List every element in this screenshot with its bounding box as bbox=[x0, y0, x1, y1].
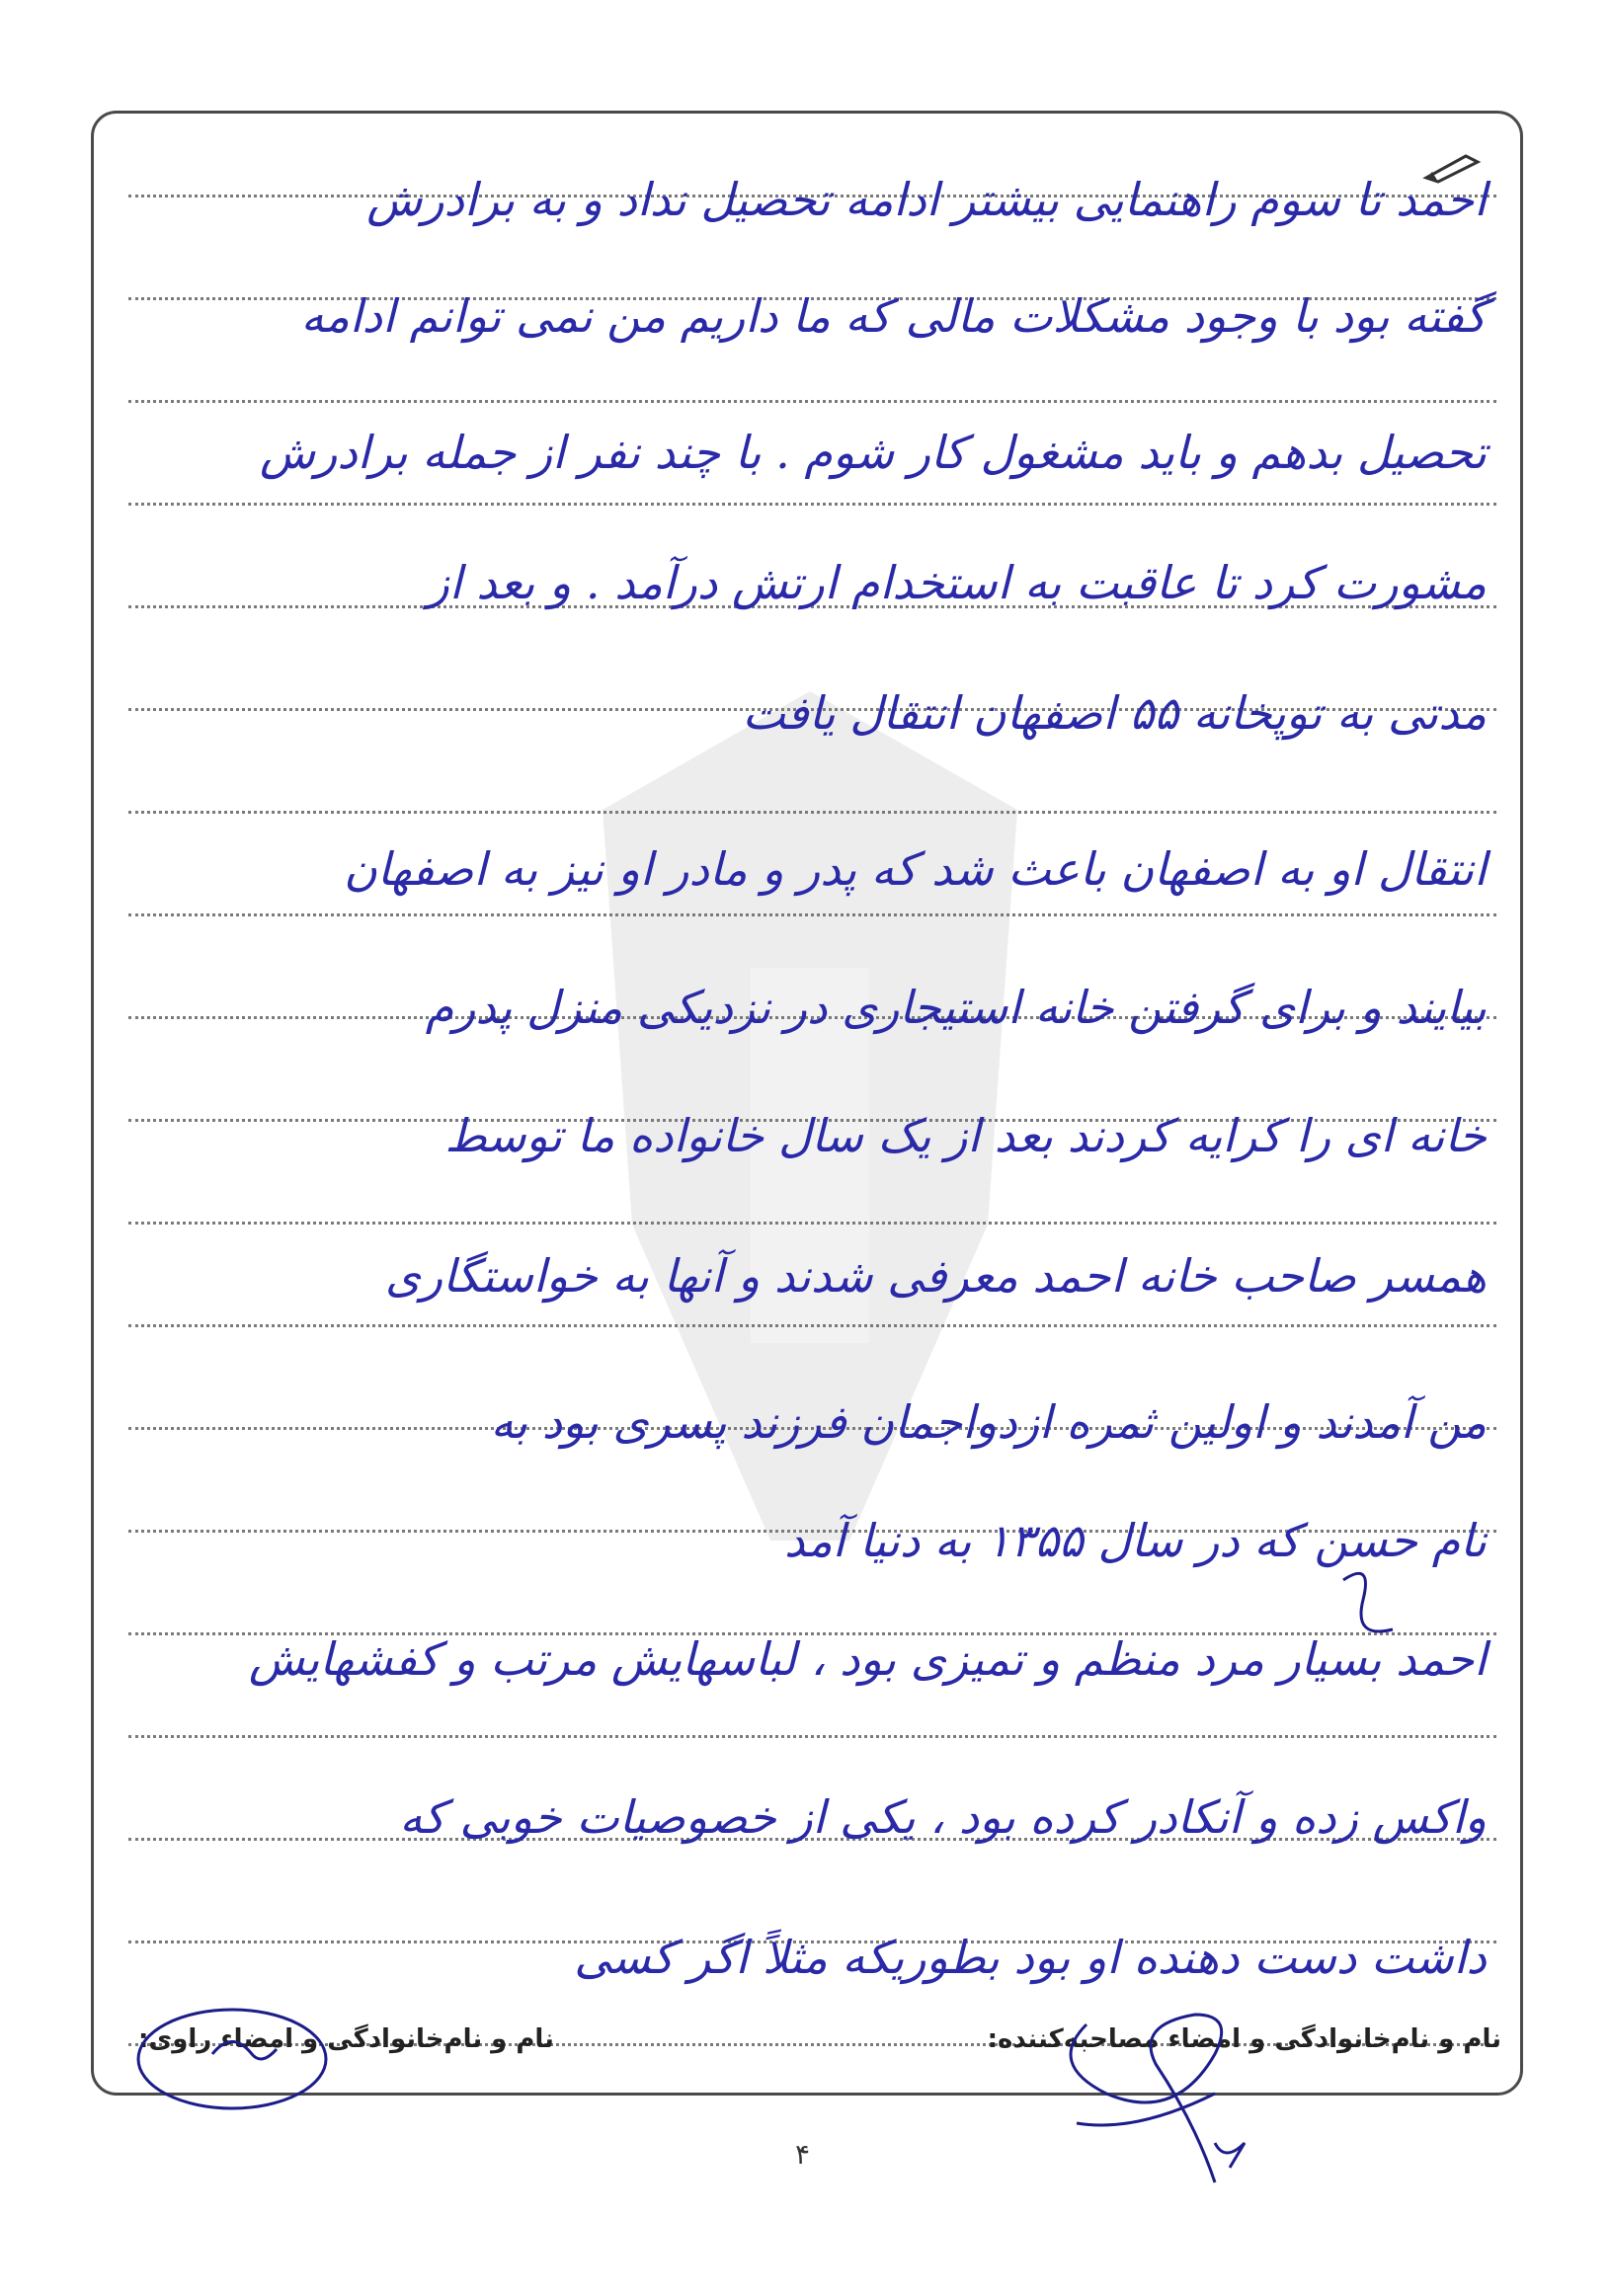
handwritten-line: مشورت کرد تا عاقبت به استخدام ارتش درآمد . و بعد از bbox=[427, 556, 1487, 609]
handwritten-line: نام حسن که در سال ۱۳۵۵ به دنیا آمد bbox=[783, 1514, 1487, 1567]
handwritten-line: همسر صاحب خانه احمد معرفی شدند و آنها به خواستگاری bbox=[384, 1249, 1487, 1303]
page-number: ۴ bbox=[795, 2138, 811, 2171]
handwritten-line: گفته بود با وجود مشکلات مالی که ما داریم من نمی توانم ادامه bbox=[300, 289, 1487, 343]
handwritten-line: خانه ای را کرایه کردند بعد از یک سال خانواده ما توسط bbox=[444, 1109, 1487, 1162]
handwritten-line: بیایند و برای گرفتن خانه استیجاری در نزدیکی منزل پدرم bbox=[425, 981, 1487, 1034]
handwritten-line: داشت دست دهنده او بود بطوریکه مثلاً اگر کسی bbox=[574, 1931, 1487, 1984]
narrator-signature-label: نام و نام‌خانوادگی و امضاء راوی: bbox=[138, 2024, 554, 2054]
handwritten-line: احمد تا سوم راهنمایی بیشتر ادامه تحصیل نداد و به برادرش bbox=[366, 173, 1487, 226]
handwritten-line: واکس زده و آنکادر کرده بود ، یکی از خصوصیات خوبی که bbox=[399, 1790, 1487, 1844]
handwritten-line: تحصیل بدهم و باید مشغول کار شوم . با چند نفر از جمله برادرش bbox=[259, 426, 1487, 479]
signature-footer bbox=[138, 2024, 1501, 2054]
handwritten-line: من آمدند و اولین ثمره ازدواجمان فرزند پسری بود به bbox=[490, 1395, 1487, 1449]
handwritten-line: مدتی به توپخانه ۵۵ اصفهان انتقال یافت bbox=[742, 686, 1487, 740]
interviewer-signature-label: نام و نام‌خانوادگی و امضاء مصاحبه‌کننده: bbox=[987, 2024, 1501, 2054]
handwritten-line: احمد بسیار مرد منظم و تمیزی بود ، لباسهایش مرتب و کفشهایش bbox=[248, 1632, 1487, 1686]
handwritten-line: انتقال او به اصفهان باعث شد که پدر و مادر او نیز به اصفهان bbox=[344, 842, 1487, 896]
